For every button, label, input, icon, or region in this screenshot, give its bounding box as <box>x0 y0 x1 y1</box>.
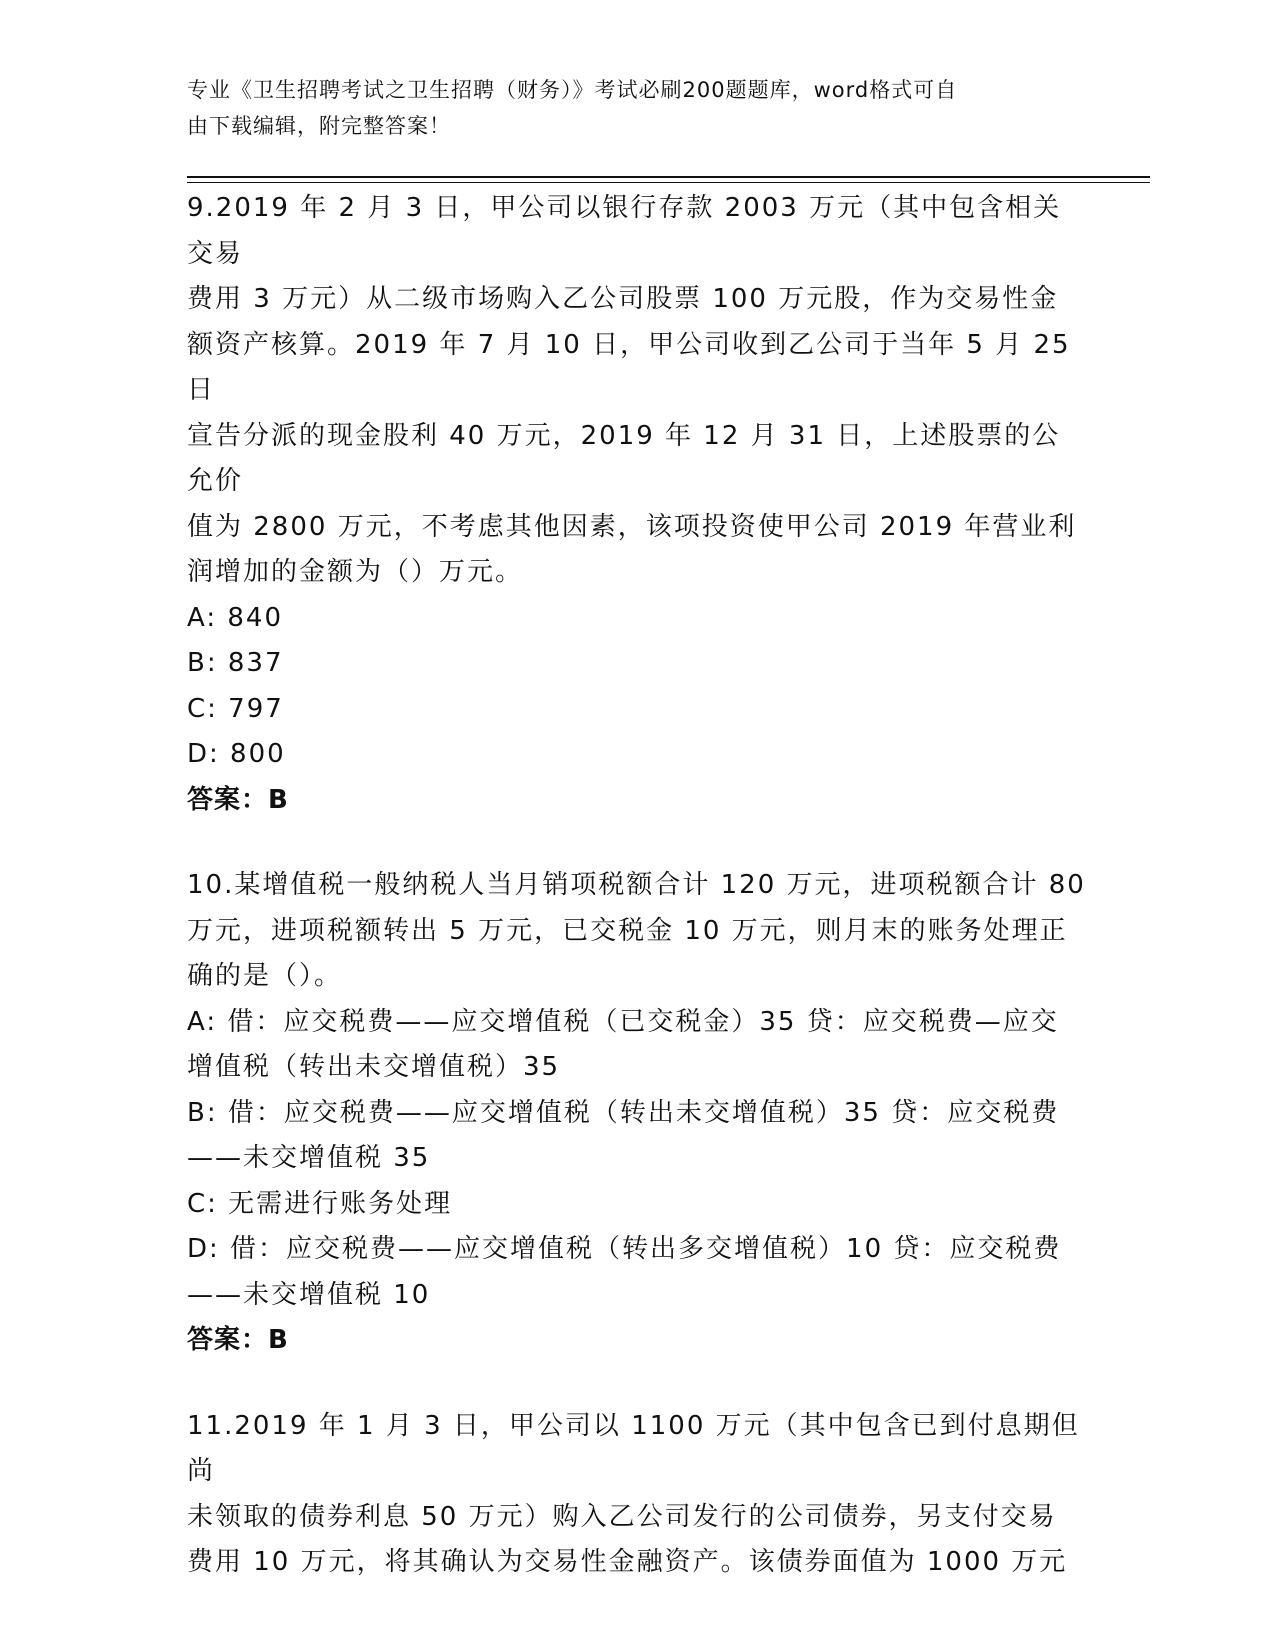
question-stem <box>187 863 1087 1000</box>
option-d: D: 800 <box>187 739 286 769</box>
option-a: A: 840 <box>187 602 283 633</box>
document-header <box>187 72 1067 144</box>
stem-line: 万元，进项税额转出 5 万元，已交税金 10 万元，则月末的账务处理正 <box>187 915 1068 946</box>
question-11 <box>187 1404 1087 1586</box>
option-c <box>187 1182 1087 1228</box>
option-a <box>187 1000 1087 1091</box>
header-line: 专业《卫生招聘考试之卫生招聘（财务）》考试必刷200题题库，word格式可自 <box>187 78 958 102</box>
question-10 <box>187 863 1087 1364</box>
stem-line: 额资产核算。2019 年 7 月 10 日，甲公司收到乙公司于当年 5 月 25 日 <box>187 329 1071 405</box>
answer-label: 答案：B <box>187 1325 289 1355</box>
option-c: C: 797 <box>187 693 284 724</box>
option-b <box>187 1091 1087 1182</box>
option-line: ——未交增值税 35 <box>187 1143 431 1173</box>
questions-list <box>187 186 1087 1626</box>
header-divider-thin <box>187 182 1150 183</box>
stem-line: 宣告分派的现金股利 40 万元，2019 年 12 月 31 日，上述股票的公允价 <box>187 420 1061 496</box>
stem-line: 润增加的金额为（）万元。 <box>187 557 524 587</box>
stem-line: 确的是（）。 <box>187 961 343 991</box>
question-9 <box>187 186 1087 823</box>
header-divider-thick <box>187 176 1150 178</box>
stem-line: 未领取的债券利息 50 万元）购入乙公司发行的公司债券，另支付交易 <box>187 1501 1057 1532</box>
stem-line: 费用 3 万元）从二级市场购入乙公司股票 100 万元股，作为交易性金 <box>187 284 1059 314</box>
option-line: B: 借：应交税费——应交增值税（转出未交增值税）35 贷：应交税费 <box>187 1097 1060 1128</box>
option-b: B: 837 <box>187 648 284 678</box>
stem-line: 值为 2800 万元，不考虑其他因素，该项投资使甲公司 2019 年营业利 <box>187 511 1077 542</box>
option-line: C: 无需进行账务处理 <box>187 1188 453 1219</box>
stem-line: 费用 10 万元，将其确认为交易性金融资产。该债券面值为 1000 万元 <box>187 1547 1068 1577</box>
question-stem <box>187 1404 1087 1586</box>
stem-line: 11.2019 年 1 月 3 日，甲公司以 1100 万元（其中包含已到付息期但尚 <box>187 1410 1080 1486</box>
question-stem <box>187 186 1087 596</box>
option-line: D: 借：应交税费——应交增值税（转出多交增值税）10 贷：应交税费 <box>187 1234 1062 1264</box>
option-line: ——未交增值税 10 <box>187 1279 431 1310</box>
stem-line: 10.某增值税一般纳税人当月销项税额合计 120 万元，进项税额合计 80 <box>187 870 1086 900</box>
option-line: 增值税（转出未交增值税）35 <box>187 1052 561 1082</box>
answer-label: 答案：B <box>187 784 289 815</box>
option-line: A: 借：应交税费——应交增值税（已交税金）35 贷：应交税费—应交 <box>187 1006 1059 1037</box>
stem-line: 9.2019 年 2 月 3 日，甲公司以银行存款 2003 万元（其中包含相关交易 <box>187 193 1062 269</box>
header-line: 由下载编辑，附完整答案！ <box>187 114 451 138</box>
option-d <box>187 1227 1087 1318</box>
